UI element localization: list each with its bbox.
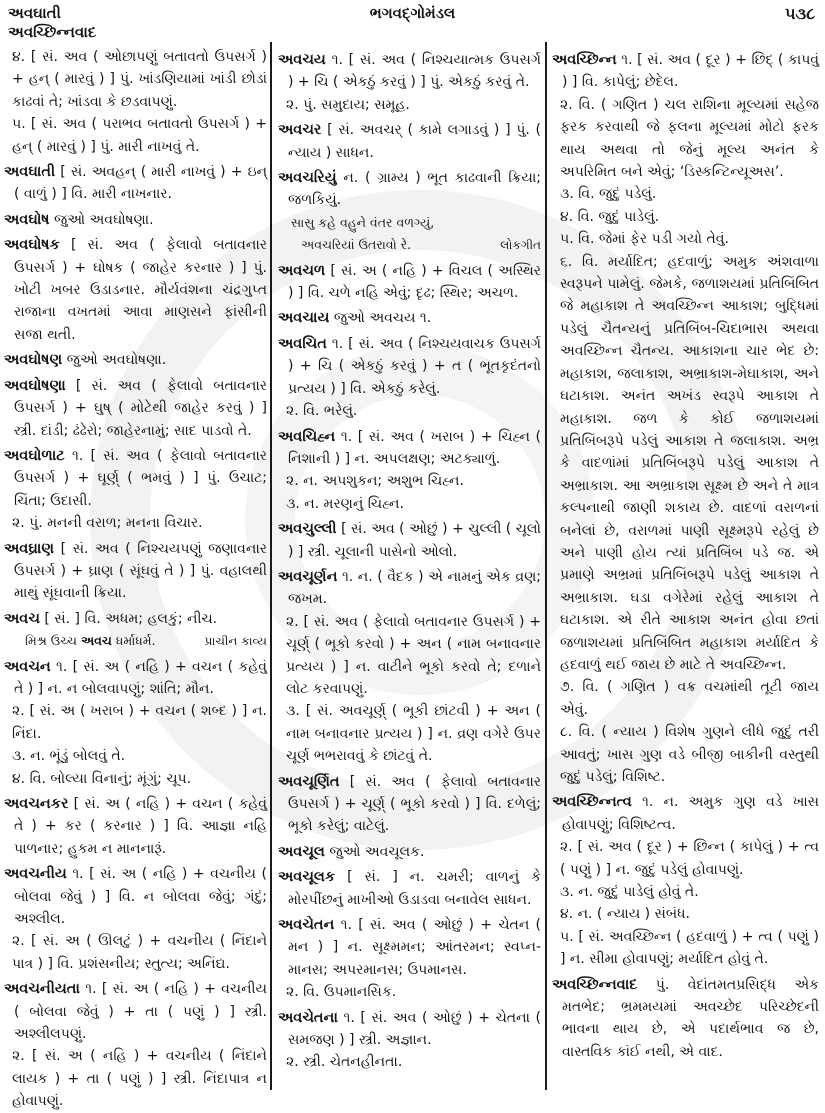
sense: ૩. વિ. જુદું પડેલું. [560, 186, 657, 203]
headword: અવચેતન [278, 917, 335, 934]
cross-reference: જુઓ અવચૂલક. [329, 843, 425, 860]
headword: અવચિહ્ન [278, 428, 336, 445]
headword: અવચાય [278, 310, 330, 327]
dictionary-entry [3, 161, 267, 206]
headword: અવચ્છિન્ન [552, 52, 617, 68]
definition: [ સં. અવ ( નિશ્ચયપણું જણાવનાર ઉપસર્ગ ) + ઘ્રાણ ( સૂંઘવું તે ) ] પું. વહાલથી માથું સૂંઘવાની ક્રિયા. [14, 540, 268, 602]
definition: [ સં. અવ ( ફેલાવો બતાવનાર ઉપસર્ગ ) + ચૂર્ણ્ ( ભૂકો કરવો ) ] વિ. દળેલું; ભૂકો કરેલું; વાટેલું. [288, 773, 541, 835]
sense: ૫. [ સં. અવ ( પરાભવ બતાવતો ઉપસર્ગ ) + હન્ ( મારવું ) ] પું. મારી નાખવું તે. [12, 116, 267, 155]
sense: ૨. [ સં. અવ ( ફેલાવો બતાવનાર ઉપસર્ગ ) + ચૂર્ણ્ ( ભૂકો કરવો ) + અન ( નામ બનાવનાર પ્રત્યય ) ] ન. વાટીને ભૂકો કરવો તે; દળાને લોટ કરવાપણું. [286, 613, 541, 697]
headword: અવચન [4, 658, 51, 675]
sense: ૪. ન. ( ન્યાય ) સંબંધ. [560, 906, 690, 923]
definition: ૧. [ સં. અવ ( નિશ્ચયવાચક ઉપસર્ગ ) + ચિ ( એકઠું કરવું ) + ત ( ભૂતકૃદંતનો પ્રત્યય ) ] વિ. એકઠું કરેલું. [288, 335, 541, 397]
definition: [ સં. અવહન્ ( મારી નાખવું ) + ઇન્ ( વાળું ) ] વિ. મારી નાખનાર. [14, 164, 268, 203]
cross-reference: જુઓ અવચય ૧. [333, 310, 432, 327]
dictionary-entry [277, 771, 541, 838]
headword: અવઘોષ [4, 211, 50, 228]
dictionary-entry [277, 333, 541, 400]
dictionary-entry [3, 793, 267, 860]
sense: ૨. વિ. ઉપમાનસિક. [286, 984, 397, 1001]
headword: અવચનકર [4, 796, 69, 812]
headword: અવચનીયતા [4, 981, 80, 998]
dictionary-title: ભગવદ્ગોમંડલ [369, 4, 456, 22]
definition: [ સં. અવ ( ફેલાવો બતાવનાર ઉપસર્ગ ) + ઘોષક ( જાહેર કરનાર ) ] પું. ખોટી ખબર ઉડાડનાર. મૌર્યવંશના ચંદ્રગુપ્ત રાજાના વખતમાં આવા માણસને ફાંસીની સજા થતી. [14, 237, 267, 343]
guide-word-last: અવચ્છિન્નવાદ [8, 23, 97, 41]
definition: ૧. ન. ( વૈદક ) એ નામનું એક વ્રણ; જખમ. [288, 568, 541, 608]
dictionary-entry [277, 1007, 541, 1052]
definition: [ સં. અવચર્ ( કામે લગાડવું ) ] પું. ( ન્યાય ) સાધન. [288, 122, 541, 161]
column-divider [545, 42, 547, 1090]
sense: ૨. પું. સમુદાય; સમૂહ. [286, 96, 410, 113]
sense: ૪. વિ. બોલ્યા વિનાનું; મૂંગું; ચૂપ. [12, 770, 192, 787]
page-header [0, 0, 825, 44]
headword: અવચૂલ [278, 843, 325, 860]
sense: ૨. પું. મનની વરાળ; મનના વિચાર. [12, 515, 203, 532]
dictionary-entry [3, 863, 267, 930]
dictionary-entry [277, 866, 541, 911]
dictionary-entry [3, 445, 267, 512]
sense: ૪. [ સં. અવ ( ઓછાપણું બતાવતો ઉપસર્ગ ) + હન્ ( મારવું ) ] પું. ખાંડણિયામાં ખાંડી છોડાં કાઢવાં તે; ખાંડવા કે છડવાપણું. [12, 49, 267, 110]
cross-reference: જુઓ અવઘોષણા. [53, 211, 154, 228]
sense: ૫. [ સં. અવચ્છિન્ન ( હદવાળું ) + ત્વ ( પણું ) ] ન. સીમા હોવાપણું; મર્યાદિત હોવું તે. [560, 928, 819, 968]
dictionary-entry [3, 349, 267, 371]
headword: અવચૂર્ણિત [278, 773, 340, 790]
quotation [3, 630, 267, 652]
dictionary-entry [277, 518, 541, 563]
definition: ૧. [ સં. અવ ( ઓછું ) + ચેતન ( મન ) ] ન. સૂક્ષ્મમન; આંતરમન; સ્વપ્ન-માનસ; અપરમાનસ; ઉપમાનસ. [288, 917, 541, 978]
headword: અવચ [4, 610, 40, 627]
definition: ૧. [ સં. અ ( નહિ ) + વચન ( કહેવું તે ) ] ન. ન બોલવાપણું; શાંતિ; મૌન. [14, 658, 267, 697]
guide-word-first: અવઘાતી [8, 4, 61, 22]
verse-line: સાસુ કહે વહુને વંતર વળગ્યું, [291, 214, 435, 230]
quote-source: પ્રાચીન કાવ્ય [204, 634, 267, 649]
headword: અવચરિયું [278, 170, 337, 187]
definition: પું. વેદાંતમતપ્રસિદ્ધ એક મતભેદ; ભ્રમમયમાં અવચ્છેદ પરિચ્છેદની ભાવના થાય છે, એ પદાર્થભાવ જ છે, વાસ્તવિક કાંઈ નથી, એ વાદ. [562, 976, 819, 1060]
dictionary-entry [3, 978, 267, 1045]
sense: ૩. ન. ભૂંડું બોલવું તે. [12, 748, 126, 765]
column-divider [270, 42, 272, 1090]
definition: [ સં. ] વિ. અધમ; હલકું; નીચ. [44, 610, 218, 627]
headword: અવઘ્રાણ [4, 540, 54, 557]
dictionary-entry [3, 234, 267, 346]
dictionary-entry [3, 656, 267, 701]
definition: ન. ( ગ્રામ્ય ) ભૂત કાઢવાની ક્રિયા; જળકિયું. [288, 170, 541, 209]
dictionary-entry [277, 841, 541, 863]
definition: ૧. [ સં. અ ( નહિ ) + વચનીય ( બોલવા જેવું ) + તા ( પણું ) ] સ્ત્રી. અશ્લીલપણું. [14, 981, 267, 1043]
dictionary-entry [551, 974, 819, 1064]
dictionary-entry [277, 260, 541, 305]
headword: અવચ્છિન્નત્વ [552, 794, 632, 811]
sense: ૨. સ્ત્રી. ચેતનહીનતા. [286, 1054, 403, 1071]
sense: ૨. [ સં. અ ( ઊલટું ) + વચનીય ( નિંદાને પાત્ર ) ] વિ. પ્રશંસનીય; સ્તુત્ય; અનિંદ્ય. [12, 933, 267, 972]
headword: અવચુલ્લી [278, 521, 337, 538]
headword: અવઘોષણ [4, 352, 63, 369]
sense: ૨. [ સં. અવ ( દૂર ) + છિન્ન ( કાપેલું ) + ત્વ ( પણું ) ] ન. જુદું પડેલું હોવાપણું. [560, 839, 819, 878]
sense: ૨. વિ. ( ગણિત ) ચલ રાશિના મૂલ્યમાં સહેજ ફરક કરવાથી જે ફલના મૂલ્યમાં મોટો ફરક થાય અથવા તો જેનું મૂલ્ય અનંત કે અપરિમિત બને એવું; ‘ડિસ્કન્ટિન્યૂઅસ’. [560, 96, 819, 181]
definition: ૧. [ સં. અવ ( ફેલાવો બતાવનાર ઉપસર્ગ ) + ઘૂર્ણ્ ( ભમવું ) ] પું. ઉચાટ; ચિંતા; ઉદાસી. [14, 447, 267, 509]
dictionary-entry [3, 538, 267, 605]
headword: અવચેતના [278, 1009, 338, 1026]
dictionary-entry [277, 426, 541, 471]
headword: અવચૂર્ણન [278, 568, 338, 585]
headword: અવચૂલક [278, 869, 336, 886]
verse-line: અવચરિયાં ઉતરાવો રે. લોકગીત [291, 234, 541, 256]
dictionary-entry [277, 566, 541, 611]
definition: [ સં. અ ( નહિ ) + વચન ( કહેવું તે ) + કર ( કરનાર ) ] વિ. આજ્ઞા નહિ પાળનાર; હુકમ ન માનનારૂં. [14, 796, 268, 857]
sense: ૩. ન. મરણનું ચિહ્ન. [286, 495, 404, 512]
sense: ૪. વિ. જુદું પાડેલું. [560, 208, 660, 225]
dictionary-entry [3, 209, 267, 231]
sense: ૭. વિ. ( ગણિત ) વક્ર વચમાંથી તૂટી જાય એવું. [560, 679, 819, 718]
headword: અવઘોષક [4, 237, 60, 254]
definition: [ સં. અ ( નહિ ) + વિચલ ( અસ્થિર ) ] વિ. ચળે નહિ એવું; દૃઢ; સ્થિર; અચળ. [288, 262, 541, 302]
headword: અવઘોળાટ [4, 447, 65, 464]
sense: ૩. ન. જુદું પાડેલું હોવું તે. [560, 884, 699, 901]
definition: [ સં. અવ ( ઓછું ) + ચુલ્લી ( ચૂલો ) ] સ્ત્રી. ચૂલાની પાસેનો ઓલો. [288, 521, 541, 560]
column-2 [277, 46, 541, 1074]
headword: અવઘોષણા [4, 377, 66, 394]
sense: ૨. [ સં. અ ( નહિ ) + વચનીય ( નિંદાને લાયક ) + તા ( પણું ) ] સ્ત્રી. નિંદાપાત્ર ન હોવાપણું. [12, 1048, 267, 1110]
dictionary-entry [277, 49, 541, 94]
sense: ૩. [ સં. અવચૂર્ણ્ ( ભૂકી છાંટવી ) + અન ( નામ બનાવનાર પ્રત્યય ) ] ન. વ્રણ વગેરે ઉપર ચૂર્ણ ભભરાવવું કે છાંટવું તે. [286, 703, 541, 765]
definition: ૧. [ સં. અવ ( ઓછું ) + ચેતના ( સમજણ ) ] સ્ત્રી. અજ્ઞાન. [288, 1009, 542, 1049]
headword: અવચિત [278, 335, 327, 352]
sense: ૨. વિ. ભરેલું. [286, 403, 358, 420]
sense: ૮. વિ. ( ન્યાય ) વિશેષ ગુણને લીધે જુદું તરી આવતું; ખાસ ગુણ વડે બીજી બાકીની વસ્તુથી જુદું પડેલું; વિશિષ્ટ. [560, 724, 819, 785]
definition: ૧. [ સં. અ ( નહિ ) + વચનીય ( બોલવા જેવું ) ] વિ. ન બોલવા જેવું; ગંદું; અશ્લીલ. [14, 866, 267, 928]
dictionary-entry [551, 49, 819, 94]
column-3 [551, 46, 819, 1063]
headword: અવઘાતી [4, 164, 56, 181]
dictionary-entry [277, 307, 541, 329]
cross-reference: જુઓ અવઘોષણા. [66, 352, 167, 369]
definition: [ સં. અવ ( ફેલાવો બતાવનાર ઉપસર્ગ ) + ઘુષ્ ( મોટેથી જાહેર કરવું ) ] સ્ત્રી. દાંડી; ઢંઢેરો; જાહેરનામું; સાદ પાડવો તે. [14, 377, 268, 439]
sense: ૨. [ સં. અ ( ખરાબ ) + વચન ( શબ્દ ) ] ન. નિંદા. [12, 703, 267, 742]
dictionary-entry [551, 791, 819, 836]
definition: ૧. [ સં. અવ ( નિશ્ચયાત્મક ઉપસર્ગ ) + ચિ ( એકઠું કરવું ) ] પું. એકઠું કરવું તે. [288, 52, 542, 91]
definition: ૧. [ સં. અવ ( ખરાબ ) + ચિહ્ન ( નિશાની ) ] ન. અપલક્ષણ; અટક્યાળું. [288, 428, 542, 467]
headword: અવચનીય [4, 866, 67, 883]
dictionary-entry [277, 914, 541, 981]
sense: ૫. વિ. જેમાં ફેર પડી ગયો તેવું. [560, 231, 729, 248]
dictionary-entry [3, 608, 267, 630]
verse-quotation [277, 212, 541, 257]
definition: ૧. ન. અમુક ગુણ વડે ખાસ હોવાપણું; વિશિષ્ટત્વ. [562, 794, 819, 833]
headword: અવચય [278, 52, 326, 68]
column-1 [3, 46, 267, 1113]
headword: અવચળ [278, 262, 326, 279]
headword: અવચ્છિન્નવાદ [552, 976, 638, 993]
quote-source: લોકગીત [500, 238, 541, 253]
definition: ૧. [ સં. અવ ( દૂર ) + છિદ્ ( કાપવું ) ] વિ. કાપેલું; છેદેલ. [562, 52, 819, 91]
definition: [ સં. ] ન. ચમરી; વાળનું કે મોરપીંછનું માખીઓ ઉડાડવા બનાવેલ સાધન. [288, 869, 541, 908]
dictionary-entry [3, 375, 267, 442]
page-number: ૫૩૮ [785, 4, 815, 23]
dictionary-entry [277, 119, 541, 164]
quote-text: મિશ્ર ઉચ્ચ અવચ ધર્માધર્મ. [25, 633, 156, 649]
sense: ૨. ન. અપશુકન; અશુભ ચિહ્ન. [286, 473, 464, 490]
dictionary-entry [277, 167, 541, 212]
headword: અવચર [278, 122, 322, 139]
sense: ૬. વિ. મર્યાદિત; હદવાળું; અમુક અંશવાળા સ્વરૂપને પામેલું. જેમકે, જળાશયમાં પ્રતિબિંબિત જે મહાકાશ તે અવચ્છિન્ન આકાશ; બુદ્ધિમાં પડેલું ચૈતન્યનું પ્રતિબિંબ-ચિદાભાસ અથવા અવચ્છિન્ન ચૈતન્ય. આકાશના ચાર ભેદ છે: મહાકાશ, જલાકાશ, અભ્રાકાશ-મેઘાકાશ, અને ઘટાકાશ. અનંત અખંડ સ્વરૂપે આકાશ તે મહાકાશ. જળ કે કોઈ જળાશયમાં પ્રતિબિંબરૂપે પડેલું આકાશ તે જલાકાશ. અભ્ર કે વાદળાંમાં પ્રતિબિંબરૂપે પડેલું આકાશ તે અભ્રાકાશ. આ અભ્રાકાશ સૂક્ષ્મ છે અને તે માત્ર કલ્પનાથી જાણી શકાય છે. વાદળાં વરાળનાં બનેલાં છે, વરાળમાં પાણી સૂક્ષ્મરૂપે રહેલું છે અને પાણી હોય ત્યાં પ્રતિબિંબ પડે જ. એ પ્રમાણે અભ્રમાં પ્રતિબિંબરૂપે પડેલું આકાશ તે અભ્રાકાશ. ઘડા વગેરેમાં રહેલું આકાશ તે ઘટાકાશ. એ રીતે આકાશ અનંત હોવા છતાં જળાશયમાં પ્રતિબિંબિત મહાકાશ મર્યાદિત કે હદવાળું થઈ જાય છે માટે તે અવચ્છિન્ન. [560, 253, 819, 673]
